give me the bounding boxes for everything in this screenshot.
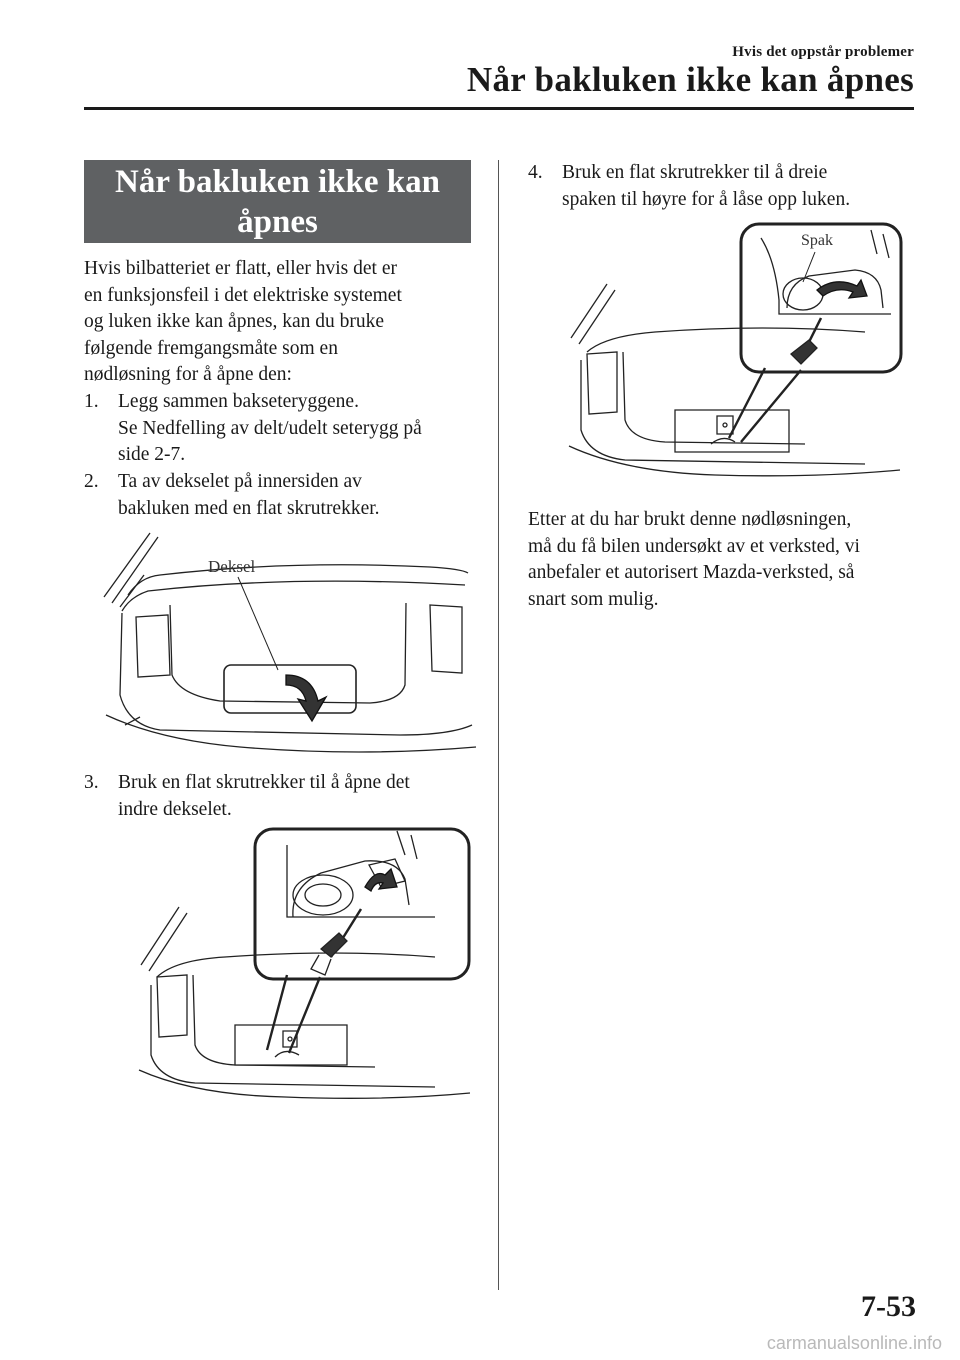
text-line: Legg sammen bakseteryggene. — [118, 391, 359, 412]
text-line: snart som mulig. — [528, 588, 659, 610]
step-4 — [528, 160, 928, 213]
removal-arrow — [286, 675, 326, 721]
watermark: carmanualsonline.info — [766, 1333, 942, 1353]
step-number: 1. — [84, 391, 99, 412]
text-line: og luken ikke kan åpnes, kan du bruke — [84, 311, 385, 332]
tailgate-outline-drawing — [569, 284, 900, 476]
tailgate-outline-drawing — [139, 907, 470, 1098]
inset-mechanism-drawing — [761, 230, 891, 364]
text-line: Etter at du har brukt denne nødløsningen, — [528, 509, 852, 530]
figure-tailgate-cover — [100, 525, 480, 760]
section-heading-line: åpnes — [237, 204, 318, 240]
text-line: følgende fremgangsmåte som en — [84, 337, 338, 359]
page-number: 7-53 — [861, 1290, 916, 1323]
inset-pointer — [729, 368, 801, 442]
text-line: bakluken med en flat skrutrekker. — [118, 497, 380, 519]
text-line: spaken til høyre for å låse opp luken. — [562, 188, 851, 210]
step-3 — [84, 770, 484, 823]
step-number: 4. — [528, 162, 543, 183]
turn-arrow — [817, 280, 867, 298]
cover-leader-line — [238, 577, 278, 670]
step-number: 2. — [84, 471, 99, 492]
column-divider — [498, 160, 499, 1290]
text-line: Ta av dekselet på innersiden av — [118, 471, 362, 492]
cover-callout: Deksel — [208, 557, 256, 576]
figure-inner-cover — [135, 825, 475, 1100]
tailgate-outline-drawing — [104, 533, 476, 752]
running-header-section: Hvis det oppstår problemer — [732, 44, 914, 60]
step-2 — [84, 469, 484, 522]
text-line: side 2-7. — [118, 444, 186, 465]
header-rule — [84, 107, 914, 110]
cross-reference[interactable]: Se Nedfelling av delt/udelt seterygg på — [118, 417, 422, 439]
opening-arrow — [365, 869, 397, 891]
closing-paragraph — [528, 507, 860, 613]
text-line: må du få bilen undersøkt av et verksted, vi — [528, 535, 860, 557]
figure-lever — [565, 220, 905, 500]
step-1 — [84, 389, 484, 469]
section-heading-line: Når bakluken ikke kan — [115, 164, 440, 200]
lever-callout: Spak — [801, 232, 833, 249]
cover-panel — [224, 665, 356, 713]
text-line: nødløsning for å åpne den: — [84, 364, 292, 385]
text-line: Hvis bilbatteriet er flatt, eller hvis det er — [84, 258, 397, 279]
intro-paragraph — [84, 256, 402, 389]
running-header-title: Når bakluken ikke kan åpnes — [466, 60, 914, 99]
text-line: en funksjonsfeil i det elektriske systemet — [84, 284, 402, 306]
text-line: anbefaler et autorisert Mazda-verksted, så — [528, 562, 855, 583]
step-number: 3. — [84, 772, 99, 793]
inset-pointer — [267, 975, 320, 1053]
text-line: Bruk en flat skrutrekker til å dreie — [562, 162, 828, 183]
text-line: indre dekselet. — [118, 798, 232, 820]
section-heading — [84, 160, 471, 243]
text-line: Bruk en flat skrutrekker til å åpne det — [118, 772, 410, 793]
